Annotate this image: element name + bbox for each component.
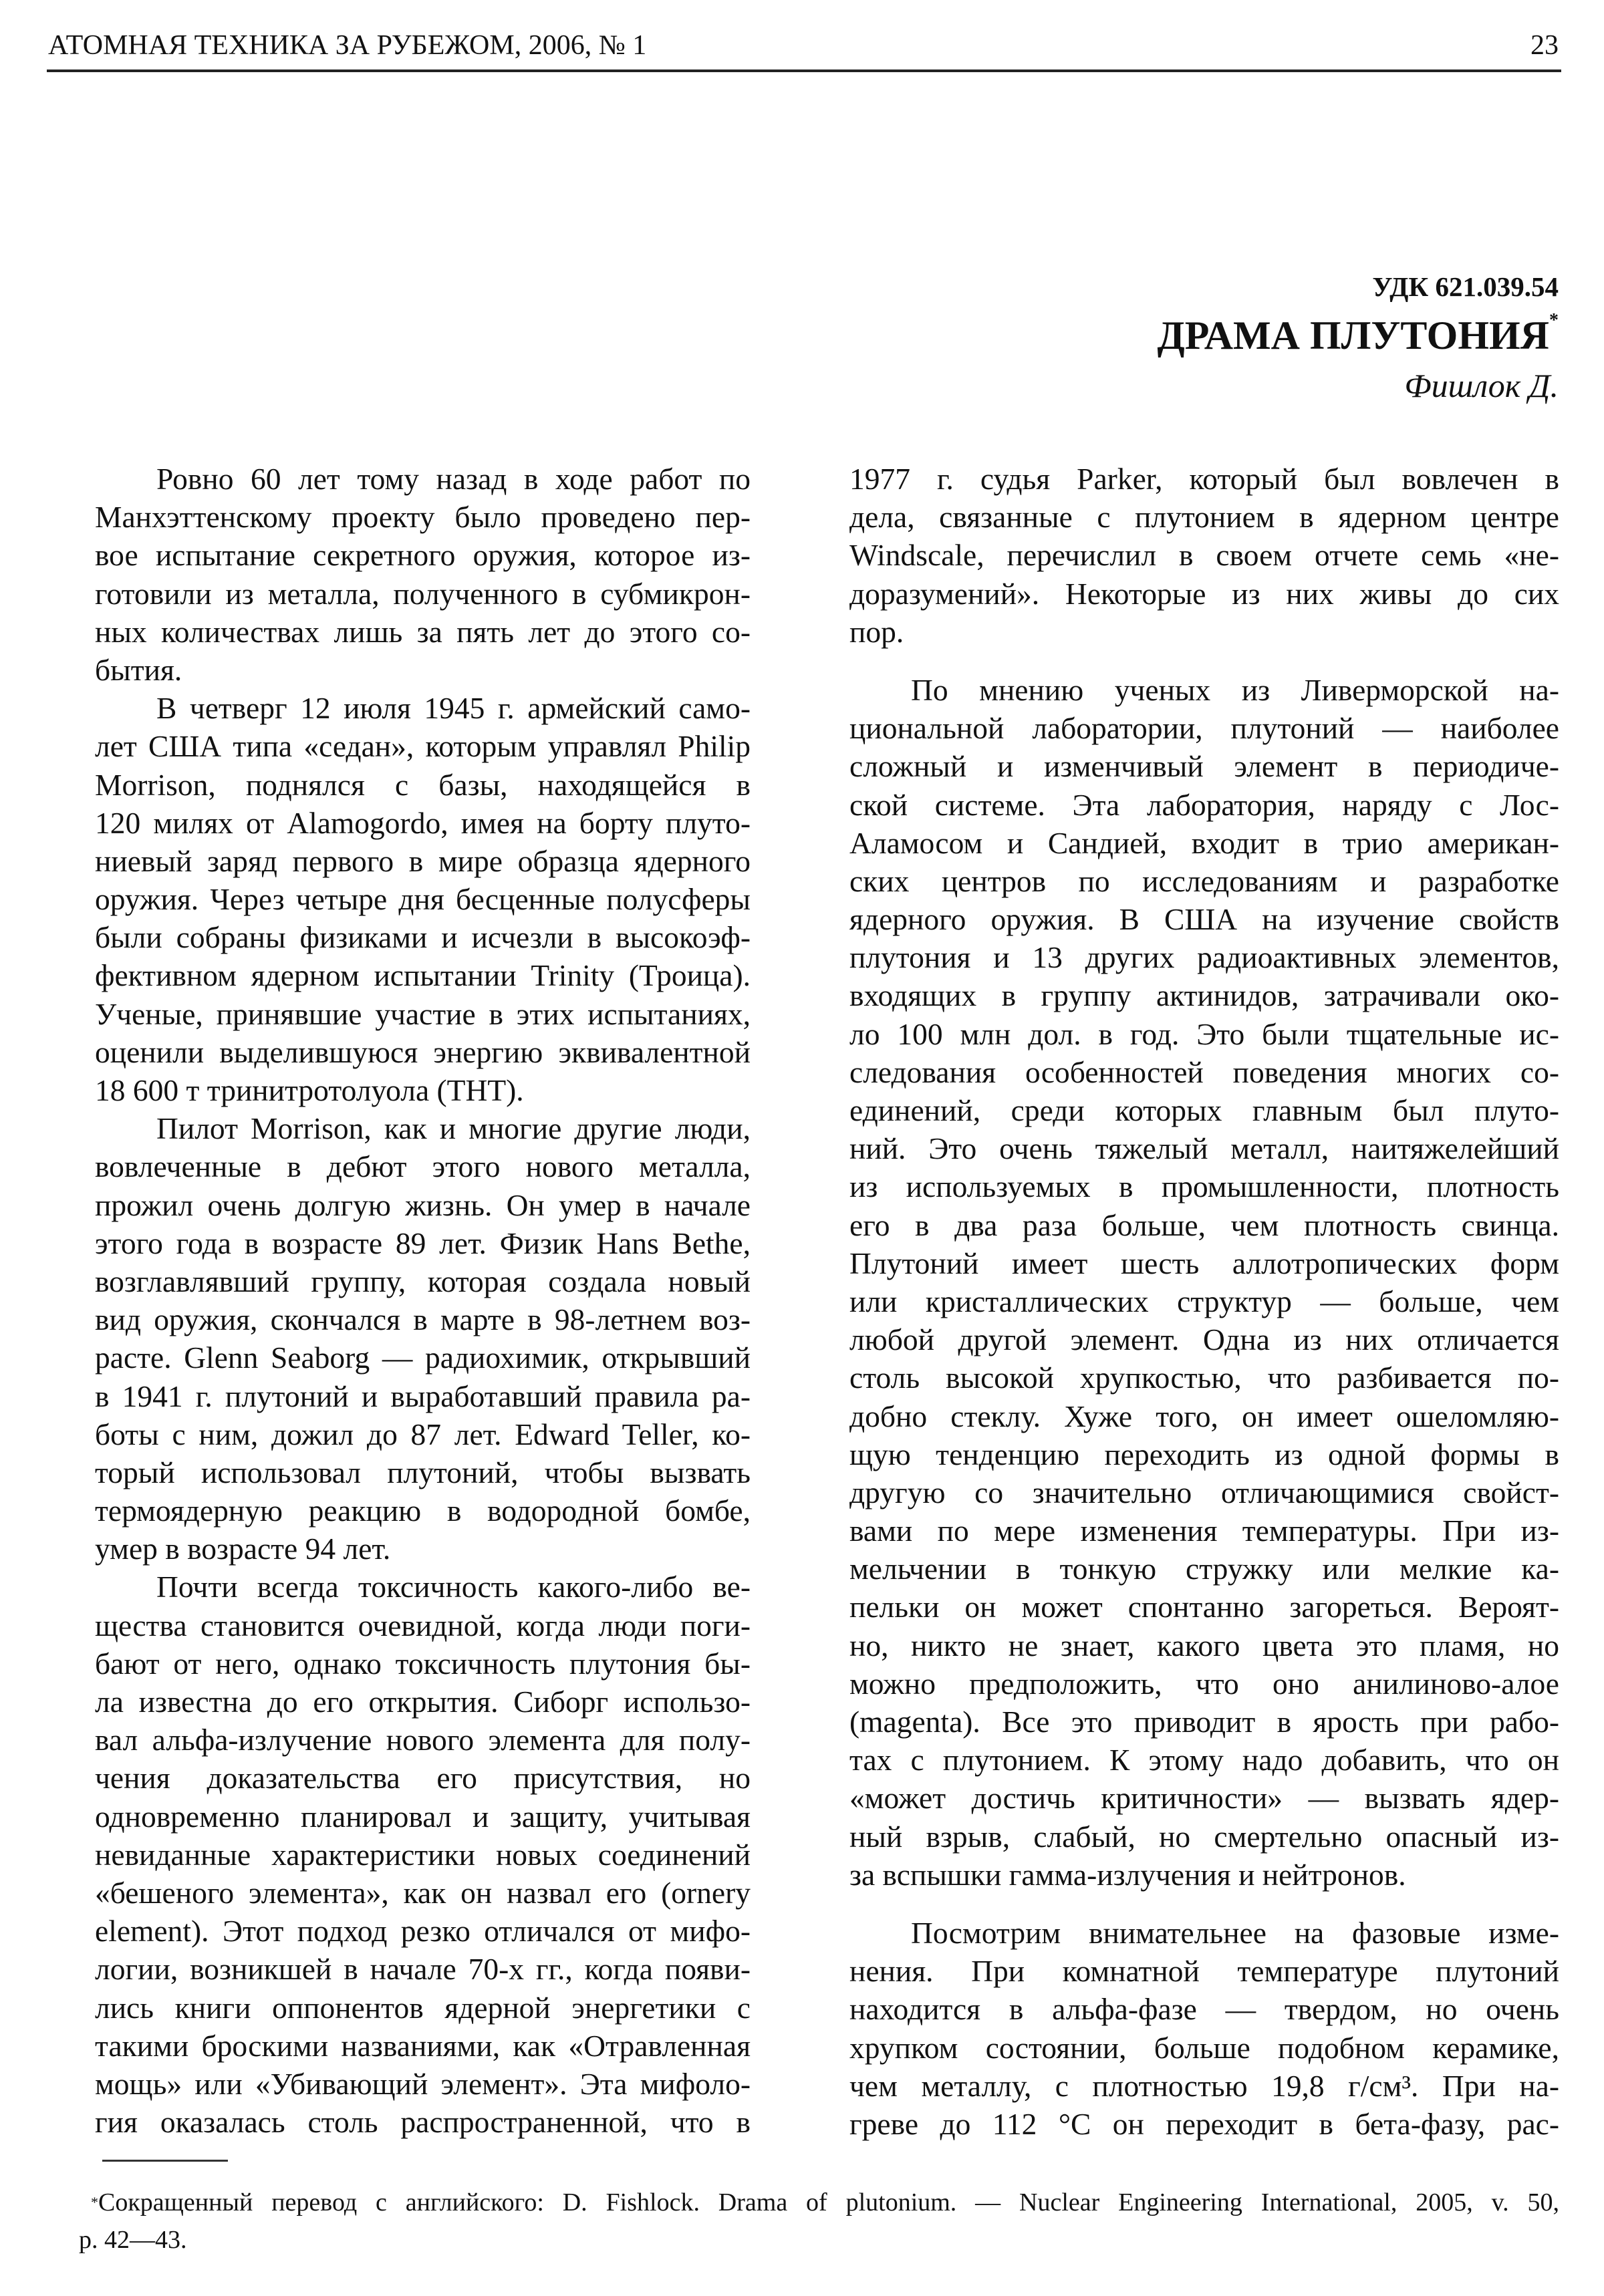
text-line: пельки он может спонтанно загореться. Вероят- (849, 1590, 1559, 1624)
text-line: щую тенденцию переходить из одной формы в (849, 1437, 1559, 1471)
text-line: Манхэттенскому проекту было проведено пер- (95, 500, 751, 535)
text-line: пор. (849, 614, 904, 649)
text-line: единений, среди которых главным был плуто- (849, 1093, 1559, 1127)
text-line: бают от него, однако токсичность плутония бы- (95, 1646, 751, 1681)
text-line: прожил очень долгую жизнь. Он умер в начале (95, 1187, 751, 1222)
text-line: можно предположить, что оно анилиново-алое (849, 1666, 1559, 1701)
text-line: такими броскими названиями, как «Отравленная (95, 2028, 751, 2063)
text-line: греве до 112 °С он переходит в бета-фазу, рас- (849, 2106, 1559, 2141)
text-line: (magenta). Все это приводит в ярость при рабо- (849, 1705, 1559, 1739)
text-line: вами по мере изменения температуры. При из- (849, 1514, 1559, 1548)
text-line: возглавлявший группу, которая создала новый (95, 1264, 751, 1298)
text-line: Почти всегда токсичность какого-либо ве- (156, 1570, 751, 1604)
text-line: «бешеного элемента», как он назвал его (ornery (95, 1875, 751, 1910)
paragraph (849, 671, 1559, 1894)
text-line: невиданные характеристики новых соединений (95, 1837, 751, 1872)
text-line: термоядерную реакцию в водородной бомбе, (95, 1493, 751, 1528)
footnote (79, 2184, 1559, 2259)
text-line: element). Этот подход резко отличался от мифо- (95, 1914, 751, 1949)
text-line: из используемых в промышленности, плотность (849, 1169, 1559, 1204)
text-line: боты с ним, дожил до 87 лет. Edward Teller, ко- (95, 1417, 751, 1451)
text-line: дела, связанные с плутонием в ядерном центре (849, 500, 1559, 535)
footnote-line (86, 2184, 1559, 2221)
text-line: находится в альфа-фазе — твердом, но очень (849, 1992, 1559, 2027)
right-column (849, 460, 1559, 2143)
paragraph (95, 689, 751, 1109)
text-line: его в два раза больше, чем плотность свинца. (849, 1207, 1559, 1242)
text-line: добно стеклу. Хуже того, он имеет ошеломляю- (849, 1399, 1559, 1433)
footnote-line: p. 42—43. (79, 2226, 187, 2254)
text-line: другую со значительно отличающимися свойст- (849, 1475, 1559, 1510)
text-line: ний. Это очень тяжелый металл, наитяжелейший (849, 1131, 1559, 1166)
text-line: сложный и изменчивый элемент в периодиче- (849, 749, 1559, 784)
text-line: ской системе. Эта лаборатория, наряду с Лос- (849, 787, 1559, 822)
text-line: Ровно 60 лет тому назад в ходе работ по (156, 462, 751, 496)
text-line: циональной лаборатории, плутоний — наиболее (849, 711, 1559, 746)
text-line: бытия. (95, 652, 182, 687)
text-line: Плутоний имеет шесть аллотропических форм (849, 1246, 1559, 1280)
text-line: фективном ядерном испытании Trinity (Троица). (95, 958, 751, 993)
article-title (1157, 310, 1559, 359)
text-line: тах с плутонием. К этому надо добавить, что он (849, 1743, 1559, 1777)
text-line: Посмотрим внимательнее на фазовые изме- (911, 1915, 1559, 1950)
text-line: хрупком состоянии, больше подобном керамике, (849, 2030, 1559, 2065)
paragraph (849, 1914, 1559, 2143)
text-line: «может достичь критичности» — вызвать ядер- (849, 1781, 1559, 1816)
text-line: чения доказательства его присутствия, но (95, 1761, 751, 1796)
text-line: умер в возрасте 94 лет. (95, 1532, 391, 1566)
text-line: В четверг 12 июля 1945 г. армейский само- (156, 691, 751, 726)
footnote-mark: * (91, 2194, 98, 2210)
text-line: ядерного оружия. В США на изучение свойств (849, 902, 1559, 937)
text-line: плутония и 13 других радиоактивных элементов, (849, 940, 1559, 975)
text-line: вое испытание секретного оружия, которое из- (95, 538, 751, 573)
article-author: Фишлок Д. (1404, 367, 1559, 404)
text-line: или кристаллических структур — больше, чем (849, 1284, 1559, 1318)
text-line: логии, возникшей в начале 70-х гг., когда появи- (95, 1952, 751, 1987)
text-line: ниевый заряд первого в мире образца ядерного (95, 843, 751, 878)
text-line: ских центров по исследованиям и разработке (849, 863, 1559, 898)
paragraph (95, 1109, 751, 1568)
udk-code: УДК 621.039.54 (1372, 271, 1559, 302)
paragraph (849, 460, 1559, 651)
text-line: мощь» или «Убивающий элемент». Эта мифоло- (95, 2066, 751, 2101)
text-line: лись книги оппонентов ядерной энергетики с (95, 1990, 751, 2025)
text-line: нения. При комнатной температуре плутоний (849, 1954, 1559, 1989)
article-title-text: ДРАМА ПЛУТОНИЯ (1157, 313, 1549, 357)
text-line: были собраны физиками и исчезли в высокоэф- (95, 920, 751, 955)
text-line: но, никто не знает, какого цвета это пламя, но (849, 1628, 1559, 1663)
text-line: входящих в группу актинидов, затрачивали око- (849, 978, 1559, 1013)
journal-title: АТОМНАЯ ТЕХНИКА ЗА РУБЕЖОМ, 2006, № 1 (48, 30, 647, 61)
footnote-rule (102, 2160, 228, 2162)
text-line: чем металлу, с плотностью 19,8 г/см³. При на- (849, 2068, 1559, 2103)
text-line: любой другой элемент. Одна из них отличается (849, 1322, 1559, 1357)
text-line: ла известна до его открытия. Сиборг использо- (95, 1685, 751, 1719)
text-line: Аламосом и Сандией, входит в трио американ- (849, 825, 1559, 860)
text-line: гия оказалась столь распространенной, что в (95, 2105, 751, 2140)
text-line: за вспышки гамма-излучения и нейтронов. (849, 1857, 1406, 1892)
text-line: 1977 г. судья Parker, который был вовлечен в (849, 462, 1559, 496)
text-line: 18 600 т тринитротолуола (ТНТ). (95, 1073, 524, 1107)
text-line: мельчении в тонкую стружку или мелкие ка- (849, 1552, 1559, 1586)
text-line: вовлеченные в дебют этого нового металла, (95, 1149, 751, 1184)
header-rule (47, 69, 1561, 72)
text-line: готовили из металла, полученного в субмикрон- (95, 576, 751, 611)
footnote-text: Сокращенный перевод с английского: D. Fishlock. Drama of plutonium. — Nuclear Engineering International, 2005, v. 50, (98, 2188, 1559, 2216)
paragraph (95, 460, 751, 689)
text-line: вал альфа-излучение нового элемента для полу- (95, 1723, 751, 1757)
text-line: По мнению ученых из Ливерморской на- (911, 672, 1559, 707)
text-line: оценили выделившуюся энергию эквивалентной (95, 1034, 751, 1069)
text-line: 120 милях от Alamogordo, имея на борту плуто- (95, 805, 751, 840)
text-line: ный взрыв, слабый, но смертельно опасный из- (849, 1819, 1559, 1854)
text-line: Пилот Morrison, как и многие другие люди, (156, 1111, 751, 1146)
running-header (48, 29, 1559, 67)
text-line: этого года в возрасте 89 лет. Физик Hans Bethe, (95, 1226, 751, 1260)
text-line: доразумений». Некоторые из них живы до сих (849, 576, 1559, 611)
text-line: Morrison, поднялся с базы, находящейся в (95, 767, 751, 802)
text-line: Windscale, перечислил в своем отчете семь «не- (849, 538, 1559, 573)
text-line: лет США типа «седан», которым управлял Philip (95, 729, 751, 764)
text-line: вид оружия, скончался в марте в 98-летнем воз- (95, 1302, 751, 1337)
text-line: ных количествах лишь за пять лет до этого со- (95, 614, 751, 649)
text-line: Ученые, принявшие участие в этих испытаниях, (95, 996, 751, 1031)
text-line: торый использовал плутоний, чтобы вызвать (95, 1455, 751, 1489)
text-line: в 1941 г. плутоний и выработавший правила ра- (95, 1379, 751, 1413)
text-line: расте. Glenn Seaborg — радиохимик, открывший (95, 1340, 751, 1375)
text-line: одновременно планировал и защиту, учитывая (95, 1799, 751, 1834)
text-line: щества становится очевидной, когда люди поги- (95, 1608, 751, 1642)
paragraph (95, 1568, 751, 2141)
text-line: столь высокой хрупкостью, что разбивается по- (849, 1360, 1559, 1395)
text-line: следования особенностей поведения многих со- (849, 1054, 1559, 1089)
text-line: оружия. Через четыре дня бесценные полусферы (95, 882, 751, 917)
footnote-mark: * (1549, 310, 1559, 331)
left-column (95, 460, 751, 2141)
page-number: 23 (1530, 30, 1559, 61)
text-line: ло 100 млн дол. в год. Это были тщательные ис- (849, 1016, 1559, 1051)
